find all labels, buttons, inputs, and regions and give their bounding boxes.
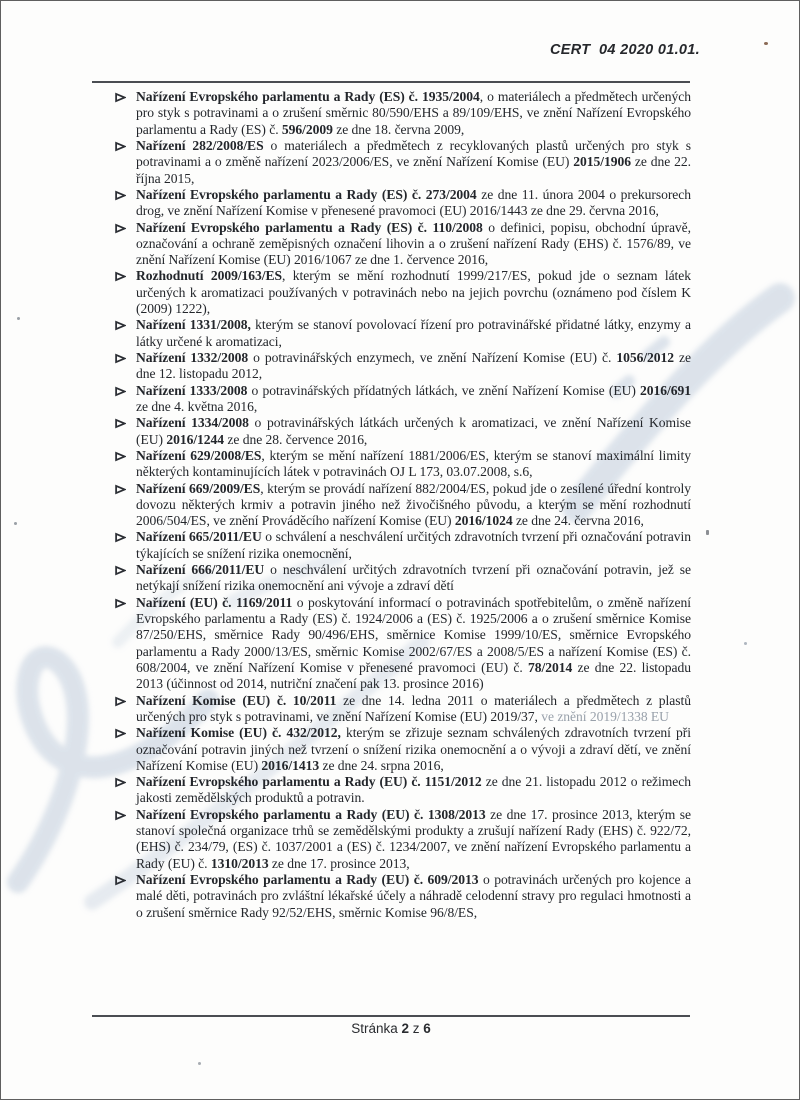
arrow-bullet-icon <box>115 451 126 462</box>
list-item <box>115 187 691 220</box>
regulation-text: Nařízení Evropského parlamentu a Rady (ES) č. 1935/2004, o materiálech a předmětech určených pro styk s potravinami a o zrušení směrnic 80/590/EHS a 89/109/EHS, ve znění Nařízení Evropského parlamentu a Rady (ES) č. 596/2009 ze dne 18. června 2009, <box>136 89 691 137</box>
arrow-bullet-icon <box>115 875 126 886</box>
list-item <box>115 220 691 269</box>
list-item <box>115 89 691 138</box>
scan-speck <box>764 42 768 45</box>
arrow-bullet-icon <box>115 484 126 495</box>
arrow-bullet-icon <box>115 777 126 788</box>
arrow-bullet-icon <box>115 696 126 707</box>
arrow-bullet-icon <box>115 386 126 397</box>
header-rule <box>92 81 690 83</box>
list-item <box>115 317 691 350</box>
list-item <box>115 693 691 726</box>
regulation-text: Rozhodnutí 2009/163/ES, kterým se mění rozhodnutí 1999/217/ES, pokud jde o seznam látek určených k aromatizaci používaných v potravinách nebo na jejich povrchu (oznámeno pod číslem K (2009) 1222), <box>136 268 691 317</box>
regulation-text: Nařízení Evropského parlamentu a Rady (EU) č. 1151/2012 ze dne 21. listopadu 2012 o režimech jakosti zemědělských produktů a potravin. <box>136 774 691 806</box>
arrow-bullet-icon <box>115 598 126 609</box>
arrow-bullet-icon <box>115 320 126 331</box>
regulation-text: Nařízení 669/2009/ES, kterým se provádí nařízení 882/2004/ES, pokud jde o zesílené úřední kontroly dovozu některých krmiv a potravin jiného než živočišného původu, a kterým se mění rozhodnutí 2006/504/ES, ve znění Prováděcího nařízení Komise (EU) 2016/1024 ze dne 24. června 2016, <box>136 480 691 529</box>
list-item <box>115 562 691 595</box>
regulation-text: Nařízení Komise (EU) č. 432/2012, kterým se zřizuje seznam schválených zdravotních tvrzení při označování potravin jiných než tvrzení o snížení rizika onemocnění a o vývoji a zdraví dětí, ve znění Nařízení Komise (EU) 2016/1413 ze dne 24. srpna 2016, <box>136 725 691 773</box>
arrow-bullet-icon <box>115 728 126 739</box>
list-item <box>115 807 691 872</box>
list-item <box>115 268 691 317</box>
list-item <box>115 529 691 562</box>
scan-speck <box>706 530 709 535</box>
arrow-bullet-icon <box>115 532 126 543</box>
list-item <box>115 448 691 481</box>
regulation-text: Nařízení 1333/2008 o potravinářských přídatných látkách, ve znění Nařízení Komise (EU) 2016/691 ze dne 4. května 2016, <box>136 382 691 414</box>
footer-rule <box>92 1015 690 1017</box>
arrow-bullet-icon <box>115 271 126 282</box>
regulation-text: Nařízení 1334/2008 o potravinářských látkách určených k aromatizaci, ve znění Nařízení Komise (EU) 2016/1244 ze dne 28. července 2016, <box>136 415 691 447</box>
arrow-bullet-icon <box>115 565 126 576</box>
arrow-bullet-icon <box>115 141 126 152</box>
list-item <box>115 383 691 416</box>
list-item <box>115 725 691 774</box>
arrow-bullet-icon <box>115 223 126 234</box>
list-item <box>115 350 691 383</box>
arrow-bullet-icon <box>115 353 126 364</box>
arrow-bullet-icon <box>115 418 126 429</box>
page-of-word: z <box>412 1021 420 1036</box>
page-number <box>92 1021 690 1036</box>
arrow-bullet-icon <box>115 810 126 821</box>
list-item <box>115 138 691 187</box>
regulation-text: Nařízení 1331/2008, kterým se stanoví povolovací řízení pro potravinářské přidatné látky, enzymy a látky určené k aromatizaci, <box>136 317 691 349</box>
scan-speck <box>744 642 747 645</box>
list-item <box>115 872 691 921</box>
regulation-text: Nařízení 629/2008/ES, kterým se mění nařízení 1881/2006/ES, kterým se stanoví maximální limity některých kontaminujících látek v potravinách OJ L 173, 03.07.2008, s.6, <box>136 447 691 480</box>
doc-code: CERT 04 2020 01.01. <box>549 42 700 58</box>
total-pages-number: 6 <box>423 1021 431 1036</box>
scan-speck <box>17 317 20 320</box>
regulation-text: Nařízení 282/2008/ES o materiálech a předmětech z recyklovaných plastů určených pro styk s potravinami a o změně nařízení 2023/2006/ES, ve znění Nařízení Komise (EU) 2015/1906 ze dne 22. října 2015, <box>136 137 691 186</box>
arrow-bullet-icon <box>115 190 126 201</box>
scan-speck <box>14 522 17 525</box>
list-item <box>115 595 691 693</box>
regulation-list <box>115 89 691 921</box>
page-number-label: Stránka <box>351 1021 398 1036</box>
regulation-text: Nařízení (EU) č. 1169/2011 o poskytování informací o potravinách spotřebitelům, o změně nařízení Evropského parlamentu a Rady (ES) č. 1924/2006 a (ES) č. 1925/2006 a o zrušení směrnice Komise 87/250/EHS, směrnice Rady 90/496/EHS, směrnice Komise 1999/10/ES, směrnice Evropského parlamentu a Rady 2000/13/ES, směrnic Komise 2002/67/ES a 2008/5/ES a nařízení Komise (ES) č. 608/2004, ve znění Nařízení Komise v přenesené pravomoci (EU) č. 78/2014 ze dne 22. listopadu 2013 (účinnost od 2014, nutriční značení pak 13. prosince 2016) <box>136 594 691 692</box>
regulation-text: Nařízení 1332/2008 o potravinářských enzymech, ve znění Nařízení Komise (EU) č. 1056/2012 ze dne 12. listopadu 2012, <box>136 350 691 382</box>
regulation-text: Nařízení Evropského parlamentu a Rady (ES) č. 273/2004 ze dne 11. února 2004 o prekursorech drog, ve znění Nařízení Komise v přenesené pravomoci (EU) 2016/1443 ze dne 29. června 2016, <box>136 186 691 219</box>
current-page-number: 2 <box>401 1021 409 1036</box>
regulation-text: Nařízení Komise (EU) č. 10/2011 ze dne 14. ledna 2011 o materiálech a předmětech z plastů určených pro styk s potravinami, ve znění Nařízení Komise (EU) 2019/37, ve znění 2019/1338 EU <box>136 692 691 724</box>
regulation-text: Nařízení 665/2011/EU o schválení a neschválení určitých zdravotních tvrzení při označování potravin týkajících se snížení rizika onemocnění, <box>136 529 691 561</box>
list-item <box>115 774 691 807</box>
list-item <box>115 481 691 530</box>
regulation-text: Nařízení Evropského parlamentu a Rady (ES) č. 110/2008 o definici, popisu, obchodní úpravě, označování a ochraně zeměpisných označení lihovin a o zrušení nařízení Rady (EHS) č. 1576/89, ve znění Nařízení Komise (EU) 2016/1067 ze dne 1. července 2016, <box>136 219 691 268</box>
regulation-text: Nařízení Evropského parlamentu a Rady (EU) č. 1308/2013 ze dne 17. prosince 2013, kterým se stanoví společná organizace trhů se zemědělskými produkty a zrušují nařízení Rady (EHS) č. 922/72, (EHS) č. 234/79, (ES) č. 1037/2001 a (ES) č. 1234/2007, ve znění nařízení Evropského parlamentu a Rady (EU) č. 1310/2013 ze dne 17. prosince 2013, <box>136 806 691 871</box>
arrow-bullet-icon <box>115 92 126 103</box>
scan-speck <box>198 1062 201 1065</box>
list-item <box>115 415 691 448</box>
regulation-text: Nařízení 666/2011/EU o neschválení určitých zdravotních tvrzení při označování potravin, jež se netýkají snížení rizika onemocnění ani vývoje a zdraví dětí <box>136 562 691 594</box>
regulation-text: Nařízení Evropského parlamentu a Rady (EU) č. 609/2013 o potravinách určených pro kojence a malé děti, potravinách pro zvláštní lékařské účely a náhradě celodenní stravy pro regulaci hmotnosti a o zrušení směrnice Rady 92/52/EHS, směrnic Komise 96/8/ES, <box>136 872 691 920</box>
